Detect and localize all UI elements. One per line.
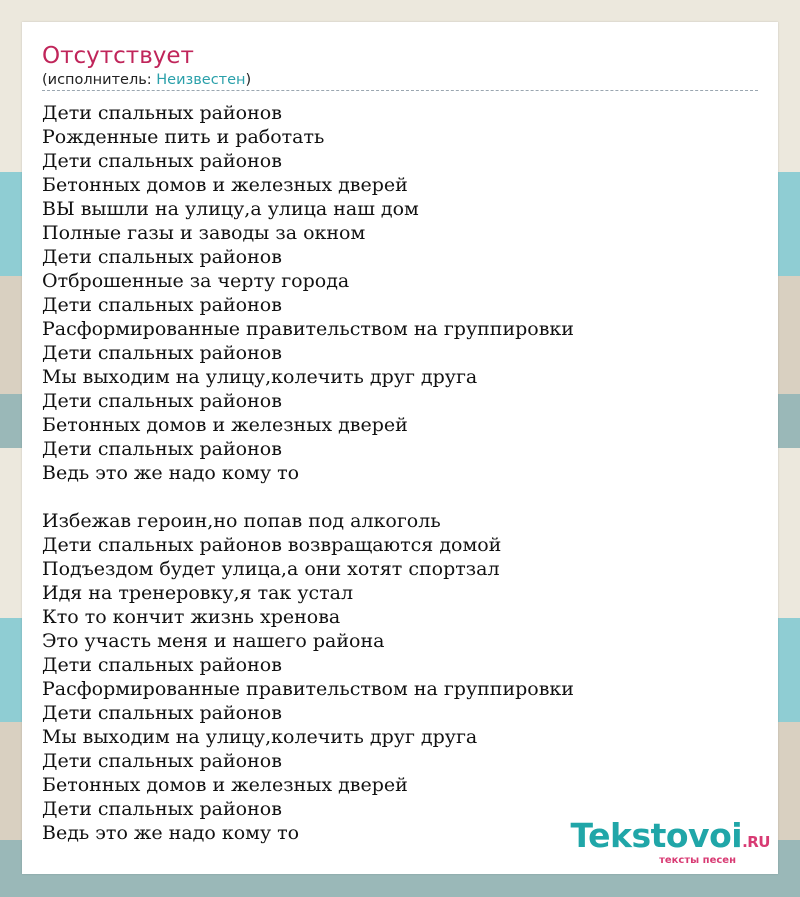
site-logo[interactable] <box>570 816 770 870</box>
song-title: Отсутствует <box>42 43 194 69</box>
lyric-line: Ведь это же надо кому то <box>42 822 300 844</box>
lyric-line: Расформированные правительством на группировки <box>42 318 574 340</box>
logo-name: Tekstovoi <box>570 816 743 855</box>
lyric-line: Бетонных домов и железных дверей <box>42 414 408 436</box>
logo-tld: .RU <box>742 833 770 851</box>
lyric-line: Мы выходим на улицу,колечить друг друга <box>42 366 478 388</box>
lyric-line: Мы выходим на улицу,колечить друг друга <box>42 726 478 748</box>
lyric-line: Бетонных домов и железных дверей <box>42 174 408 196</box>
lyric-line: Идя на тренеровку,я так устал <box>42 582 354 604</box>
lyric-line: Дети спальных районов <box>42 246 282 268</box>
lyric-line: Дети спальных районов <box>42 102 282 124</box>
lyric-line: Расформированные правительством на группировки <box>42 678 574 700</box>
lyric-line: Ведь это же надо кому то <box>42 462 300 484</box>
artist-prefix: (исполнитель: <box>42 72 157 88</box>
lyric-line: Подъездом будет улица,а они хотят спортзал <box>42 558 500 580</box>
lyric-line: Дети спальных районов <box>42 750 282 772</box>
lyric-line: Дети спальных районов <box>42 390 282 412</box>
lyrics-card <box>22 22 778 874</box>
lyric-line: Кто то кончит жизнь хренова <box>42 606 341 628</box>
artist-suffix: ) <box>245 72 252 88</box>
lyric-line: Отброшенные за черту города <box>42 270 350 292</box>
lyric-line: Рожденные пить и работать <box>42 126 325 148</box>
lyric-line: Дети спальных районов <box>42 438 282 460</box>
lyric-line: Дети спальных районов <box>42 342 282 364</box>
lyric-line: Дети спальных районов <box>42 654 282 676</box>
lyric-line <box>42 485 574 509</box>
lyric-line: Дети спальных районов <box>42 150 282 172</box>
artist-line <box>42 71 251 89</box>
lyric-line: Это участь меня и нашего района <box>42 630 385 652</box>
lyric-line: Дети спальных районов <box>42 702 282 724</box>
artist-link[interactable]: Неизвестен <box>156 72 246 88</box>
lyric-line: Полные газы и заводы за окном <box>42 222 366 244</box>
lyrics-text <box>42 101 574 845</box>
lyric-line: Бетонных домов и железных дверей <box>42 774 408 796</box>
lyric-line: Дети спальных районов <box>42 294 282 316</box>
lyric-line: Избежав героин,но попав под алкоголь <box>42 510 441 532</box>
title-divider <box>42 90 758 91</box>
lyric-line: Дети спальных районов возвращаются домой <box>42 534 502 556</box>
lyric-line: ВЫ вышли на улицу,а улица наш дом <box>42 198 419 220</box>
logo-tagline: тексты песен <box>659 855 736 866</box>
lyric-line: Дети спальных районов <box>42 798 282 820</box>
